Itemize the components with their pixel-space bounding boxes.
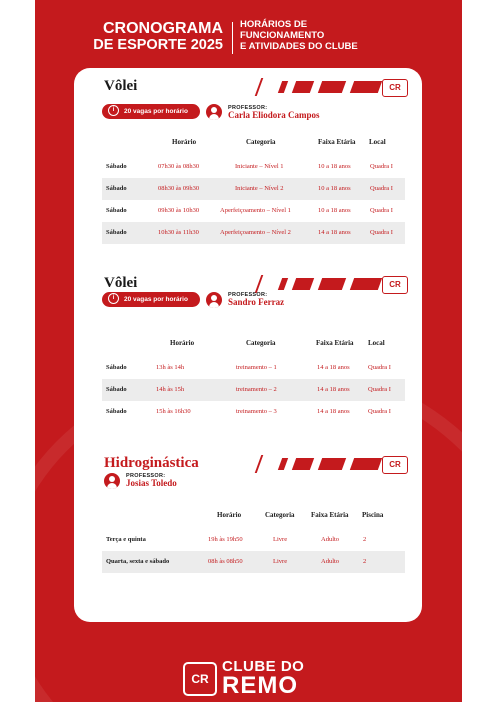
table-row	[102, 200, 405, 222]
footer-brand-line1: CLUBE DO	[222, 658, 305, 675]
header-subtitle-line3: E ATIVIDADES DO CLUBE	[240, 41, 358, 52]
cell-place: Quadra I	[370, 229, 393, 236]
header-subtitle-line1: HORÁRIOS DE	[240, 19, 308, 30]
professor-name: Carla Eliodora Campos	[228, 110, 320, 120]
cell-time: 14h às 15h	[156, 386, 185, 393]
cell-time: 10h30 às 11h30	[158, 229, 199, 236]
header-divider	[232, 22, 233, 54]
column-header: Categoria	[246, 339, 276, 347]
table-row	[102, 222, 405, 244]
cell-time: 13h às 14h	[156, 364, 185, 371]
cell-category: Iniciante – Nível 1	[235, 163, 284, 170]
vagas-badge	[102, 292, 200, 307]
cell-age: 14 a 18 anos	[317, 364, 350, 371]
cell-place: 2	[363, 536, 367, 543]
cell-place: Quadra I	[368, 364, 391, 371]
cell-category: Iniciante – Nível 2	[235, 185, 284, 192]
vagas-badge	[102, 104, 200, 119]
cell-place: Quadra I	[368, 408, 391, 415]
cell-day: Sábado	[106, 408, 127, 415]
column-header: Faixa Etária	[311, 511, 349, 519]
cell-day: Sábado	[106, 185, 127, 192]
column-header: Horário	[217, 511, 242, 519]
table-header	[102, 138, 405, 152]
cell-age: 10 a 18 anos	[318, 185, 351, 192]
cell-age: Adulto	[321, 536, 340, 543]
table-row	[102, 379, 405, 401]
cell-time: 08h30 às 09h30	[158, 185, 200, 192]
column-header: Piscina	[362, 511, 384, 519]
cell-age: 14 a 18 anos	[318, 229, 351, 236]
column-header: Faixa Etária	[316, 339, 354, 347]
cell-day: Terça e quinta	[106, 536, 146, 543]
cell-category: Aperfeiçoamento – Nível 1	[220, 207, 291, 214]
column-header: Horário	[170, 339, 195, 347]
section-volei-2	[74, 275, 422, 425]
professor-avatar-icon	[104, 473, 120, 489]
decorative-stripes	[254, 455, 404, 473]
cell-category: Livre	[273, 536, 288, 543]
cell-time: 09h30 às 10h30	[158, 207, 200, 214]
cell-time: 07h30 às 08h30	[158, 163, 200, 170]
cell-category: treinamento – 3	[236, 408, 277, 415]
professor-label: PROFESSOR:	[228, 105, 268, 111]
section-title: Vôlei	[104, 275, 138, 291]
cell-category: Livre	[273, 558, 288, 565]
decorative-stripes	[254, 275, 404, 293]
cell-category: treinamento – 2	[236, 386, 277, 393]
cell-day: Sábado	[106, 229, 127, 236]
cell-time: 19h às 19h50	[208, 536, 243, 543]
cell-place: Quadra I	[368, 386, 391, 393]
table-row	[102, 401, 405, 423]
cell-place: 2	[363, 558, 367, 565]
header-subtitle	[240, 19, 358, 52]
column-header: Categoria	[246, 138, 276, 146]
cell-day: Sábado	[106, 364, 127, 371]
cell-age: 10 a 18 anos	[318, 163, 351, 170]
column-header: Horário	[172, 138, 197, 146]
cell-time: 08h às 08h50	[208, 558, 243, 565]
cell-age: Adulto	[321, 558, 340, 565]
footer-brand-line2: REMO	[222, 672, 298, 699]
section-title: Vôlei	[104, 78, 138, 94]
cell-place: Quadra I	[370, 185, 393, 192]
cell-day: Sábado	[106, 163, 127, 170]
club-emblem-icon: CR	[382, 456, 408, 474]
header-title-line1: CRONOGRAMA	[103, 20, 223, 37]
cell-day: Sábado	[106, 207, 127, 214]
club-emblem-icon: CR	[183, 662, 217, 696]
column-header: Categoria	[265, 511, 295, 519]
schedule-table	[102, 339, 405, 423]
decorative-stripes	[254, 78, 404, 96]
vagas-text: 20 vagas por horário	[124, 108, 188, 115]
professor-avatar-icon	[206, 104, 222, 120]
schedule-table	[102, 138, 405, 244]
header-title-line2: DE ESPORTE 2025	[93, 37, 223, 53]
section-volei-1	[74, 78, 422, 238]
schedule-table	[102, 511, 405, 573]
info-icon: i	[108, 293, 119, 304]
table-row	[102, 178, 405, 200]
info-icon: i	[108, 105, 119, 116]
header-subtitle-line2: FUNCIONAMENTO	[240, 30, 325, 41]
table-row	[102, 551, 405, 573]
column-header: Local	[368, 339, 385, 347]
table-header	[102, 339, 405, 353]
professor-name: Sandro Ferraz	[228, 297, 285, 307]
section-hidroginastica	[74, 455, 422, 585]
professor-avatar-icon	[206, 292, 222, 308]
schedule-card	[74, 68, 422, 622]
professor-label: PROFESSOR:	[126, 473, 166, 479]
cell-age: 14 a 18 anos	[317, 386, 350, 393]
cell-age: 10 a 18 anos	[318, 207, 351, 214]
cell-category: Aperfeiçoamento – Nível 2	[220, 229, 291, 236]
cell-day: Quarta, sexta e sábado	[106, 558, 170, 565]
table-row	[102, 357, 405, 379]
table-header	[102, 511, 405, 525]
cell-day: Sábado	[106, 386, 127, 393]
column-header: Local	[369, 138, 386, 146]
section-title: Hidroginástica	[104, 455, 199, 471]
cell-place: Quadra I	[370, 163, 393, 170]
table-row	[102, 156, 405, 178]
vagas-text: 20 vagas por horário	[124, 296, 188, 303]
cell-age: 14 a 18 anos	[317, 408, 350, 415]
professor-name: Josias Toledo	[126, 478, 177, 488]
column-header: Faixa Etária	[318, 138, 356, 146]
club-emblem-icon: CR	[382, 79, 408, 97]
cell-time: 15h às 16h30	[156, 408, 191, 415]
table-row	[102, 529, 405, 551]
cell-category: treinamento – 1	[236, 364, 277, 371]
professor-label: PROFESSOR:	[228, 292, 268, 298]
header-title	[88, 20, 223, 54]
club-emblem-icon: CR	[382, 276, 408, 294]
cell-place: Quadra I	[370, 207, 393, 214]
footer-logo	[178, 654, 328, 698]
